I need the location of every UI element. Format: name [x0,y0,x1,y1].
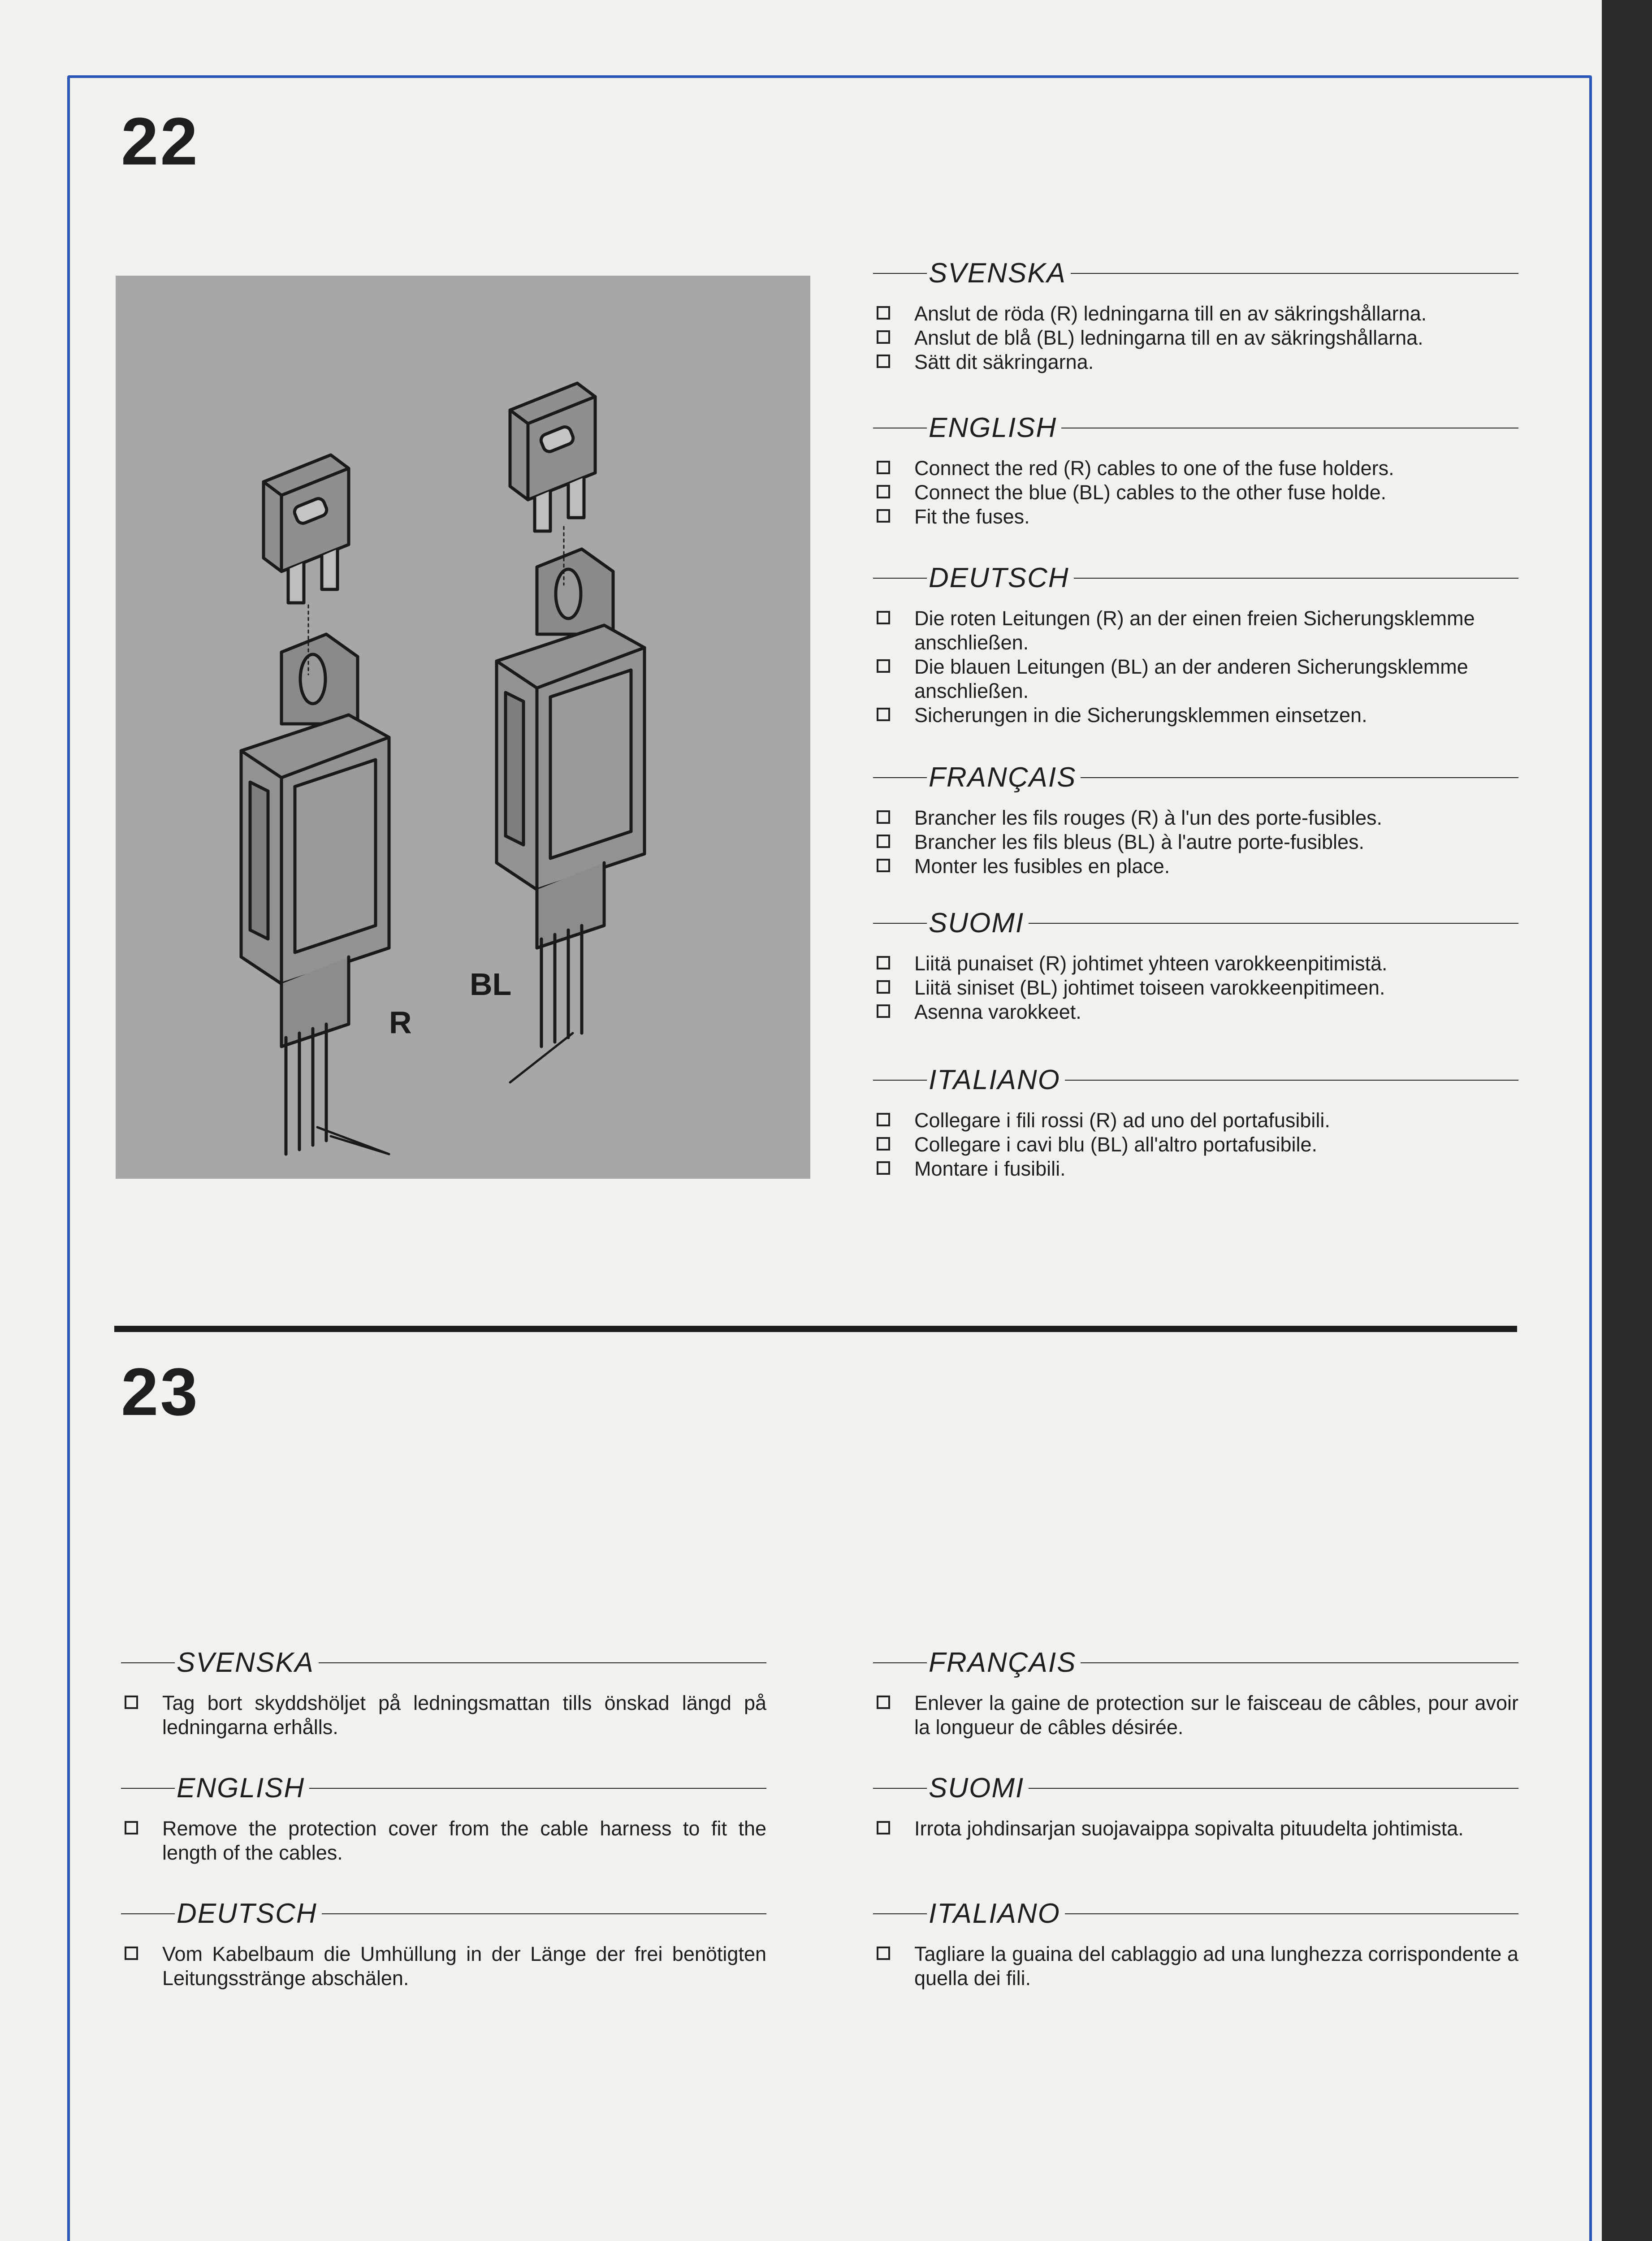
instruction-item: Anslut de blå (BL) ledningarna till en av säkringshållarna. [873,326,1518,350]
step22-section-italiano [873,1064,1518,1181]
step22-section-english [873,412,1518,529]
checkbox-icon [877,1004,890,1018]
checkbox-icon [877,659,890,673]
instruction-item: Connect the red (R) cables to one of the fuse holders. [873,456,1518,480]
checkbox-icon [877,1161,890,1175]
instruction-item: Enlever la gaine de protection sur le faisceau de câbles, pour avoir la longueur de câbles désirée. [873,1691,1518,1739]
lang-heading: SUOMI [873,1773,1518,1804]
lang-heading: ENGLISH [873,412,1518,444]
instruction-item: Tag bort skyddshöljet på ledningsmattan tills önskad längd på ledningarna erhålls. [121,1691,766,1739]
instruction-item: Die blauen Leitungen (BL) an der anderen Sicherungsklemme anschließen. [873,655,1518,703]
checkbox-icon [125,1696,138,1709]
instruction-item: Montare i fusibili. [873,1157,1518,1181]
instruction-item: Tagliare la guaina del cablaggio ad una lunghezza corrispondente a quella dei fili. [873,1942,1518,1990]
step23-section-deutsch [121,1898,766,1990]
checkbox-icon [877,859,890,872]
instruction-item: Asenna varokkeet. [873,1000,1518,1024]
checkbox-icon [877,330,890,344]
bl-label: BL [470,967,512,1002]
step-23-number: 23 [121,1354,199,1429]
step22-section-svenska [873,258,1518,374]
instruction-item: Collegare i fili rossi (R) ad uno del portafusibili. [873,1108,1518,1133]
lang-heading: FRANÇAIS [873,762,1518,793]
lang-heading: ENGLISH [121,1773,766,1804]
checkbox-icon [877,485,890,498]
checkbox-icon [877,956,890,969]
left-fuse-icon [264,455,349,603]
step22-section-deutsch [873,562,1518,727]
step23-section-francais [873,1647,1518,1739]
instruction-item: Fit the fuses. [873,505,1518,529]
fuse-holder-illustration [116,276,810,1179]
right-fuse-icon [510,383,595,531]
checkbox-icon [877,980,890,994]
checkbox-icon [125,1821,138,1834]
binding-spine [1602,0,1652,2241]
step23-section-svenska [121,1647,766,1739]
right-fuse-holder-icon [497,549,644,1047]
lang-heading: DEUTSCH [121,1898,766,1930]
instruction-item: Anslut de röda (R) ledningarna till en av säkringshållarna. [873,302,1518,326]
instruction-item: Vom Kabelbaum die Umhüllung in der Länge der frei benötigten Leitungsstränge abschälen. [121,1942,766,1990]
checkbox-icon [877,1696,890,1709]
lang-heading: ITALIANO [873,1064,1518,1096]
lang-heading: DEUTSCH [873,562,1518,594]
checkbox-icon [877,708,890,721]
r-label: R [389,1005,412,1040]
instruction-item: Sicherungen in die Sicherungsklemmen einsetzen. [873,703,1518,727]
step23-section-italiano [873,1898,1518,1990]
step-22-number: 22 [121,104,199,179]
instruction-item: Brancher les fils bleus (BL) à l'autre porte-fusibles. [873,830,1518,854]
checkbox-icon [877,1821,890,1834]
lang-heading: SUOMI [873,908,1518,939]
step22-section-suomi [873,908,1518,1024]
lang-heading: SVENSKA [873,258,1518,289]
instruction-item: Liitä siniset (BL) johtimet toiseen varokkeenpitimeen. [873,976,1518,1000]
checkbox-icon [877,509,890,523]
checkbox-icon [877,1137,890,1151]
section-divider [114,1326,1517,1332]
checkbox-icon [877,810,890,824]
instruction-item: Brancher les fils rouges (R) à l'un des porte-fusibles. [873,806,1518,830]
lang-heading: SVENSKA [121,1647,766,1679]
lang-heading: ITALIANO [873,1898,1518,1930]
checkbox-icon [877,835,890,848]
checkbox-icon [877,1947,890,1960]
step23-section-suomi [873,1773,1518,1841]
instruction-item: Collegare i cavi blu (BL) all'altro portafusibile. [873,1133,1518,1157]
checkbox-icon [877,1113,890,1126]
step23-section-english [121,1773,766,1865]
instruction-item: Liitä punaiset (R) johtimet yhteen varokkeenpitimistä. [873,952,1518,976]
lang-heading: FRANÇAIS [873,1647,1518,1679]
instruction-item: Sätt dit säkringarna. [873,350,1518,374]
checkbox-icon [877,461,890,474]
left-fuse-holder-icon [241,634,389,1154]
instruction-item: Irrota johdinsarjan suojavaippa sopivalta pituudelta johtimista. [873,1817,1518,1841]
instruction-item: Remove the protection cover from the cable harness to fit the length of the cables. [121,1817,766,1865]
checkbox-icon [877,355,890,368]
instruction-item: Monter les fusibles en place. [873,854,1518,878]
checkbox-icon [877,306,890,320]
checkbox-icon [877,611,890,624]
step22-section-francais [873,762,1518,878]
instruction-item: Die roten Leitungen (R) an der einen freien Sicherungsklemme anschließen. [873,606,1518,655]
checkbox-icon [125,1947,138,1960]
instruction-item: Connect the blue (BL) cables to the other fuse holde. [873,480,1518,505]
